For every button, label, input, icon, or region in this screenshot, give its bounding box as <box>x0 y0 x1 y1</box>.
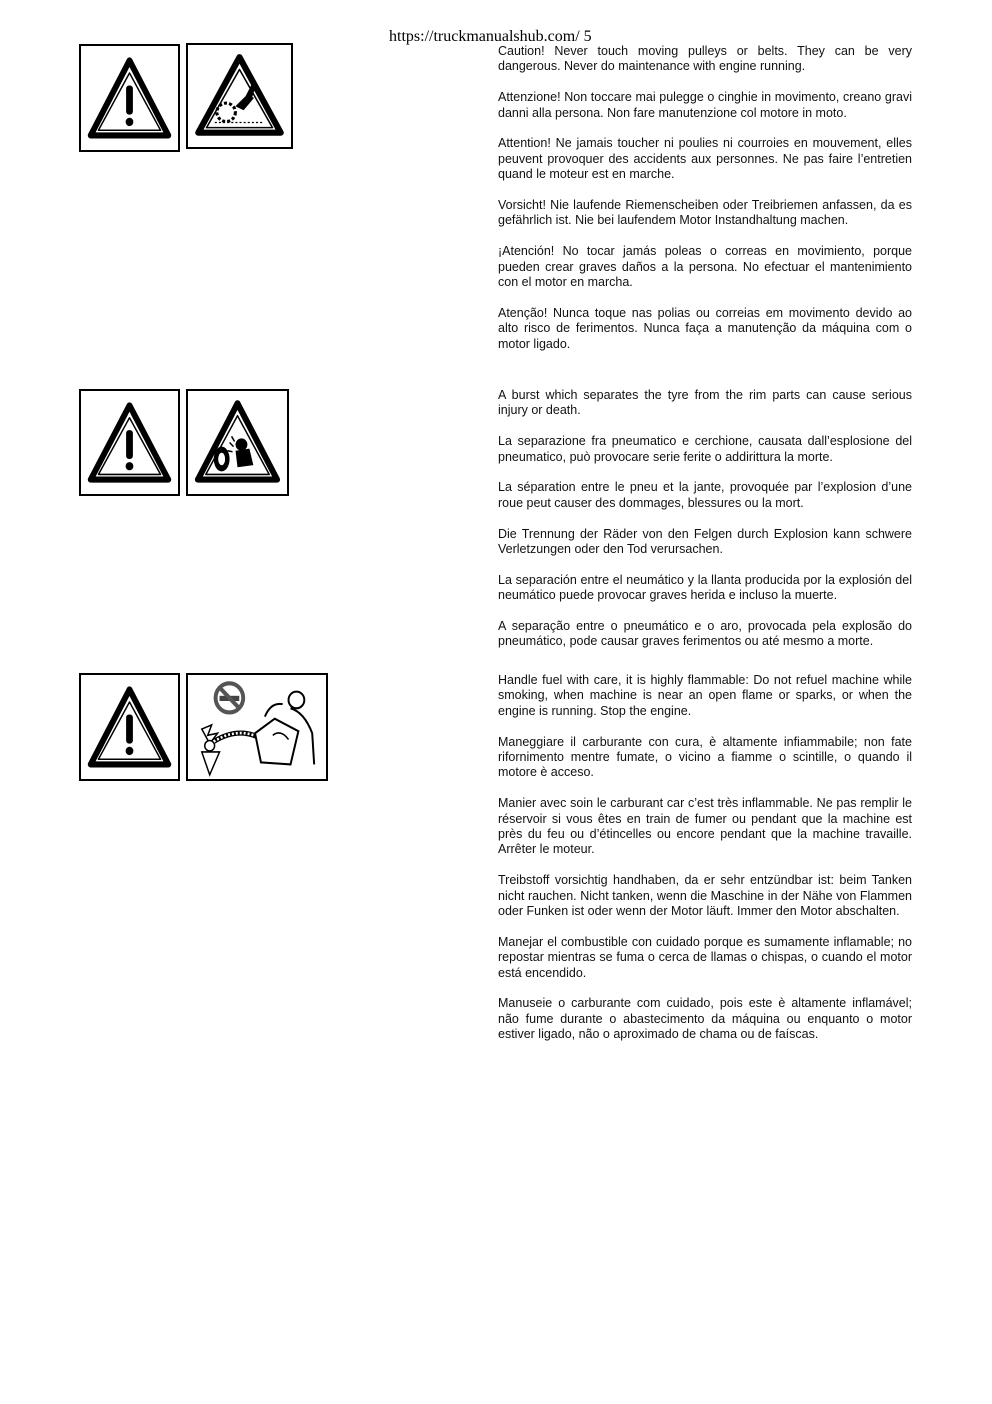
paragraph: Treibstoff vorsichtig handhaben, da er sehr entzündbar ist: beim Tanken nicht rauchen. Nicht tanken, wenn die Maschine in der Nähe von Flammen oder Funken ist oder wenn der Motor läuft. Immer den Motor abschalten. <box>498 873 912 919</box>
paragraph: Attention! Ne jamais toucher ni poulies ni courroies en mouvement, elles peuvent provoquer des accidents aux personnes. Ne pas faire l’entretien quand le moteur est en marche. <box>498 136 912 182</box>
paragraph: La separazione fra pneumatico e cerchione, causata dall’esplosione del pneumatico, può provocare serie ferite o addirittura la morte. <box>498 434 912 464</box>
paragraph: La séparation entre le pneu et la jante, provoquée par l’explosion d’une roue peut causer des dommages, blessures ou la mort. <box>498 480 912 510</box>
paragraph: Manuseie o carburante com cuidado, pois este è altamente inflamável; não fume durante o abastecimento da máquina ou enquanto o motor estiver ligado, não o aproximado de chama ou de faíscas. <box>498 996 912 1042</box>
paragraph: Handle fuel with care, it is highly flammable: Do not refuel machine while smoking, when machine is near an open flame or sparks, or when the engine is running. Stop the engine. <box>498 673 912 718</box>
paragraph: La separación entre el neumático y la llanta producida por la explosión del neumático puede provocar graves herida e incluso la muerte. <box>498 572 912 603</box>
moving-belts-pulleys-icon <box>186 43 293 149</box>
paragraph: ¡Atención! No tocar jamás poleas o correas en movimiento, porque pueden crear graves daños a la persona. No efectuar el mantenimiento con el motor en marcha. <box>498 244 912 290</box>
paragraph: A burst which separates the tyre from the rim parts can cause serious injury or death. <box>498 388 912 418</box>
paragraph: A separação entre o pneumático e o aro, provocada pela explosão do pneumático, pode causar graves ferimentos ou até mesmo a morte. <box>498 619 912 649</box>
warning-icon <box>79 389 180 496</box>
paragraph: Vorsicht! Nie laufende Riemenscheiben oder Treibriemen anfassen, da es gefährlich ist. Nie bei laufendem Motor Instandhaltung machen. <box>498 198 912 228</box>
tyre-explosion-icon <box>186 389 289 496</box>
warning-icon <box>79 673 180 781</box>
paragraph: Atenção! Nunca toque nas polias ou correias em movimento devido ao alto risco de ferimentos. Nunca faça a manutenção da máquina com o motor ligado. <box>498 305 912 351</box>
paragraph: Maneggiare il carburante con cura, è altamente infiammabile; non fate rifornimento mentre fumate, o vicino a fiamme o scintille, o quando il motore è acceso. <box>498 734 912 780</box>
section-1-text <box>498 44 912 352</box>
section-3-text <box>498 673 912 1043</box>
paragraph: Manier avec soin le carburant car c’est très inflammable. Ne pas remplir le réservoir si vous êtes en train de fumer ou pendant que la machine est près du feu ou d’étincelles ou encore pendant que la machine travaille. Arrêter le moteur. <box>498 796 912 857</box>
page-header: https://truckmanualshub.com/ 5 <box>389 28 592 45</box>
paragraph: Attenzione! Non toccare mai pulegge o cinghie in movimento, creano gravi danni alla persona. Non fare manutenzione col motore in moto. <box>498 90 912 120</box>
paragraph: Manejar el combustible con cuidado porque es sumamente inflamable; no repostar mientras se fuma o cerca de llamas o chispas, o cuando el motor está encendido. <box>498 934 912 980</box>
warning-icon <box>79 44 180 152</box>
paragraph: Die Trennung der Räder von den Felgen durch Explosion kann schwere Verletzungen oder den Tod verursachen. <box>498 526 912 557</box>
section-2-text <box>498 388 912 650</box>
paragraph: Caution! Never touch moving pulleys or belts. They can be very dangerous. Never do maintenance with engine running. <box>498 44 912 74</box>
no-smoking-refuel-icon <box>186 673 328 781</box>
